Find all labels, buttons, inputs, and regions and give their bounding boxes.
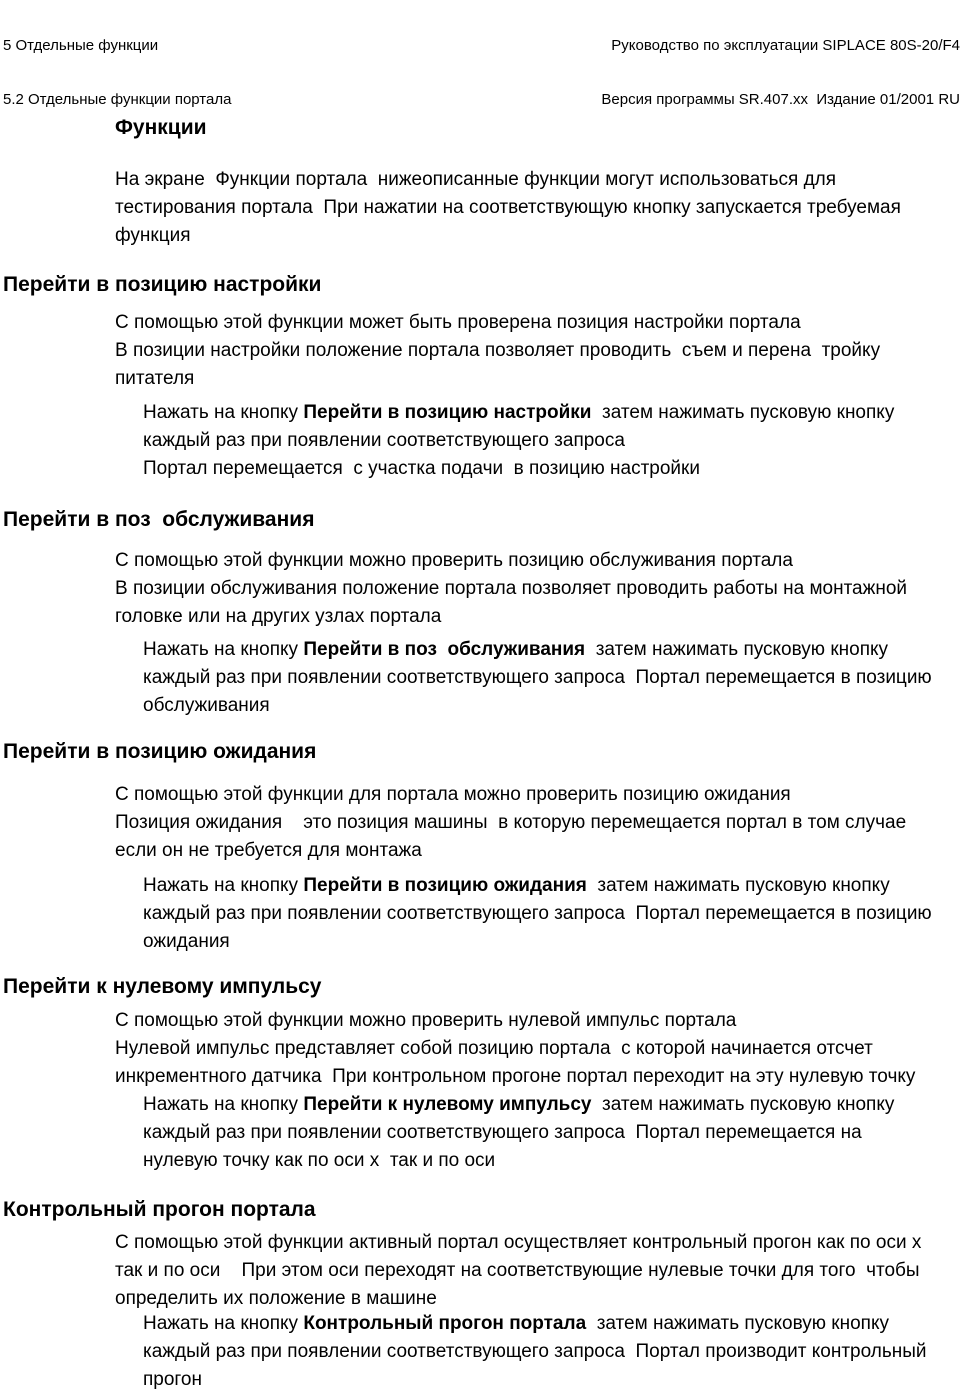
paragraph-line: В позиции обслуживания положение портала позволяет проводить работы на монтажной — [115, 578, 908, 599]
paragraph-line: так и по оси При этом оси переходят на соответствующие нулевые точки для того чтобы — [115, 1260, 920, 1281]
action-line: прогон — [143, 1369, 202, 1389]
action-rest: затем нажимать пусковую кнопку — [586, 1313, 889, 1334]
header-chapter: 5 Отдельные функции — [3, 37, 159, 54]
paragraph-line: инкрементного датчика При контрольном прогоне портал переходит на эту нулевую точку — [115, 1066, 916, 1087]
action-line — [143, 1091, 894, 1119]
action-rest: затем нажимать пусковую кнопку — [591, 402, 895, 423]
section-action — [143, 399, 894, 483]
intro-paragraph — [115, 166, 901, 250]
section-heading-gantry-test-run: Контрольный прогон портала — [3, 1198, 316, 1221]
paragraph-line: определить их положение в машине — [115, 1288, 437, 1309]
paragraph-line: питателя — [115, 368, 195, 389]
button-name: Перейти к нулевому импульсу — [303, 1094, 592, 1115]
header-right — [601, 1, 960, 145]
section-body — [115, 547, 907, 631]
section-body — [115, 1007, 915, 1091]
action-rest: затем нажимать пусковую кнопку — [586, 875, 890, 896]
action-prefix: Нажать на кнопку — [143, 875, 304, 896]
action-prefix: Нажать на кнопку — [143, 1313, 304, 1334]
paragraph-line: головке или на других узлах портала — [115, 606, 442, 627]
action-line: нулевую точку как по оси x так и по оси — [143, 1150, 496, 1171]
action-line: каждый раз при появлении соответствующего запроса Портал производит контрольный — [143, 1341, 927, 1362]
section-action — [143, 1310, 927, 1389]
action-prefix: Нажать на кнопку — [143, 1094, 304, 1115]
action-rest: затем нажимать пусковую кнопку — [591, 1094, 895, 1115]
action-rest: затем нажимать пусковую кнопку — [585, 639, 889, 660]
paragraph-line: функция — [115, 225, 191, 246]
action-line: каждый раз при появлении соответствующего запроса Портал перемещается в позицию — [143, 667, 932, 688]
intro-title: Функции — [115, 116, 207, 139]
action-prefix: Нажать на кнопку — [143, 402, 304, 423]
section-action — [143, 636, 932, 720]
action-line — [143, 872, 932, 900]
action-line: каждый раз при появлении соответствующего запроса Портал перемещается на — [143, 1122, 862, 1143]
action-line: ожидания — [143, 931, 230, 952]
section-body — [115, 1229, 921, 1313]
action-line — [143, 636, 932, 664]
paragraph-line: Нулевой импульс представляет собой позицию портала с которой начинается отсчет — [115, 1038, 873, 1059]
header-version-edition: Версия программы SR.407.xx Издание 01/2001 RU — [601, 91, 960, 108]
header-manual-title: Руководство по эксплуатации SIPLACE 80S-20/F4 — [611, 37, 960, 54]
paragraph-line: С помощью этой функции может быть проверена позиция настройки портала — [115, 312, 801, 333]
section-heading-go-to-waiting-position: Перейти в позицию ожидания — [3, 740, 317, 763]
paragraph-line: Позиция ожидания это позиция машины в которую перемещается портал в том случае — [115, 812, 907, 833]
action-line: каждый раз при появлении соответствующего запроса — [143, 430, 625, 451]
action-line — [143, 1310, 927, 1338]
section-heading-go-to-setup-position: Перейти в позицию настройки — [3, 273, 322, 296]
section-action — [143, 1091, 894, 1175]
paragraph-line: С помощью этой функции можно проверить нулевой импульс портала — [115, 1010, 737, 1031]
button-name: Контрольный прогон портала — [303, 1313, 587, 1334]
action-line: каждый раз при появлении соответствующего запроса Портал перемещается в позицию — [143, 903, 932, 924]
action-line — [143, 399, 894, 427]
section-body — [115, 309, 880, 393]
paragraph-line: С помощью этой функции активный портал осуществляет контрольный прогон как по оси x — [115, 1232, 922, 1253]
button-name: Перейти в поз обслуживания — [303, 639, 586, 660]
paragraph-line: В позиции настройки положение портала позволяет проводить съем и перена тройку — [115, 340, 881, 361]
paragraph-line: На экране Функции портала нижеописанные функции могут использоваться для — [115, 169, 837, 190]
section-body — [115, 781, 906, 865]
paragraph-line: если он не требуется для монтажа — [115, 840, 422, 861]
header-subchapter: 5.2 Отдельные функции портала — [3, 91, 232, 108]
section-heading-go-to-service-position: Перейти в поз обслуживания — [3, 508, 315, 531]
button-name: Перейти в позицию настройки — [303, 402, 592, 423]
action-line: обслуживания — [143, 695, 270, 716]
action-line: Портал перемещается с участка подачи в позицию настройки — [143, 458, 700, 479]
paragraph-line: С помощью этой функции для портала можно проверить позицию ожидания — [115, 784, 791, 805]
section-heading-go-to-zero-pulse: Перейти к нулевому импульсу — [3, 975, 322, 998]
section-action — [143, 872, 932, 956]
action-prefix: Нажать на кнопку — [143, 639, 304, 660]
button-name: Перейти в позицию ожидания — [303, 875, 587, 896]
paragraph-line: тестирования портала При нажатии на соответствующую кнопку запускается требуемая — [115, 197, 901, 218]
paragraph-line: С помощью этой функции можно проверить позицию обслуживания портала — [115, 550, 793, 571]
